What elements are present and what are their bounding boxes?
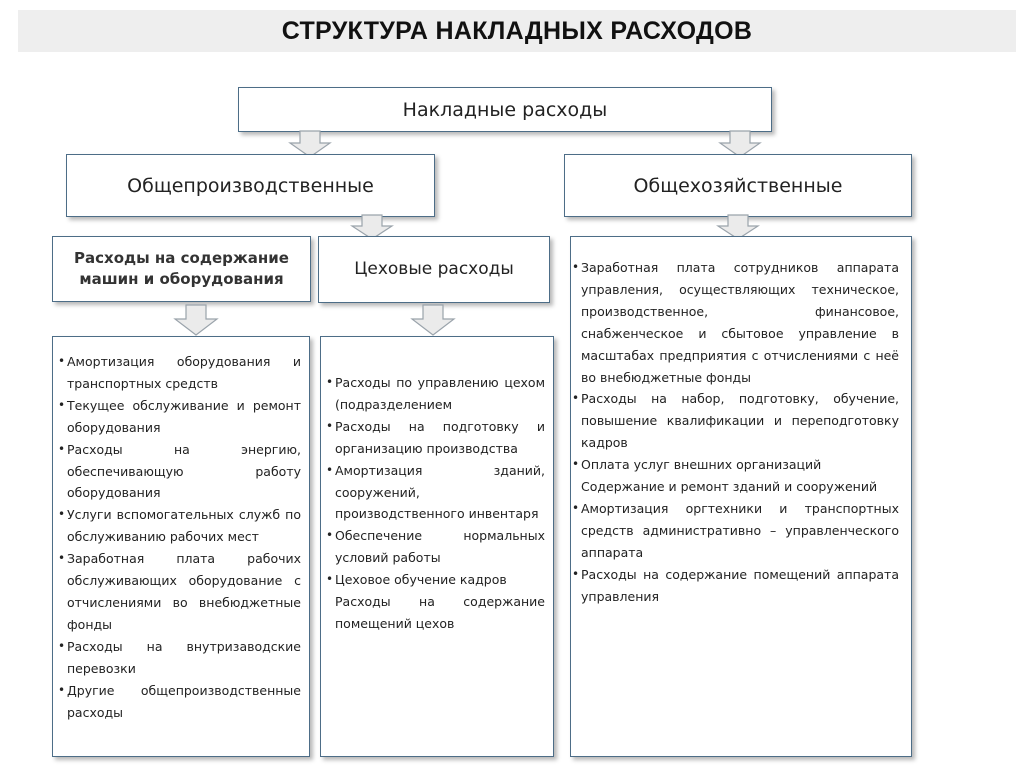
list-item: • Оплата услуг внешних организаций (581, 454, 899, 476)
list-item: • Заработная плата рабочих обслуживающих оборудование с отчислениями во внебюджетные фонды (67, 548, 301, 636)
production-overhead-label: Общепроизводственные (127, 174, 374, 197)
list-item: • Другие общепроизводственные расходы (67, 680, 301, 724)
root-label: Накладные расходы (402, 98, 608, 121)
list-item: • Амортизация зданий, сооружений, производственного инвентаря (335, 460, 545, 526)
list-item: • Расходы на энергию, обеспечивающую работу оборудования (67, 439, 301, 505)
machines-expenses-box (52, 236, 311, 302)
shop-expenses-box (318, 236, 550, 303)
page-title: СТРУКТУРА НАКЛАДНЫХ РАСХОДОВ (281, 16, 753, 45)
list-item: Расходы на содержание помещений цехов (335, 594, 545, 631)
production-overhead-box (66, 154, 435, 217)
machines-expenses-label: Расходы на содержание машин и оборудования (74, 249, 289, 288)
list-item: • Цеховое обучение кадров (335, 569, 545, 591)
list-item: • Расходы на набор, подготовку, обучение, повышение квалификации и переподготовку кадров (581, 388, 899, 454)
root-box (238, 87, 772, 132)
list-item: • Услуги вспомогательных служб по обслуживанию рабочих мест (67, 504, 301, 548)
list-item: • Расходы на содержание помещений аппарата управления (581, 564, 899, 608)
list-item: • Расходы по управлению цехом (подразделением (335, 372, 545, 416)
general-overhead-label: Общехозяйственные (633, 174, 843, 197)
list-item: • Расходы на подготовку и организацию производства (335, 416, 545, 460)
list-item: • Амортизация оборудования и транспортных средств (67, 351, 301, 395)
machines-expenses-list (52, 336, 310, 757)
shop-expenses-list (320, 336, 554, 757)
arrow-shop-to-list-icon (410, 304, 456, 336)
list-item: • Заработная плата сотрудников аппарата управления, осуществляющих техническое, производственное, финансовое, снабженческое и сбытовое управление в масштабах предприятия с отчислениями с неё во внебюджетные фонды (581, 257, 899, 388)
list-item: • Расходы на внутризаводские перевозки (67, 636, 301, 680)
arrow-machines-to-list-icon (173, 304, 219, 336)
list-item: • Обеспечение нормальных условий работы (335, 525, 545, 569)
general-expenses-list (570, 236, 912, 757)
general-overhead-box (564, 154, 912, 217)
list-item: • Текущее обслуживание и ремонт оборудования (67, 395, 301, 439)
shop-expenses-label: Цеховые расходы (354, 259, 514, 279)
title-band (18, 10, 1016, 52)
list-item: Содержание и ремонт зданий и сооружений (581, 479, 878, 495)
list-item: • Амортизация оргтехники и транспортных средств административно – управленческого аппарата (581, 498, 899, 564)
